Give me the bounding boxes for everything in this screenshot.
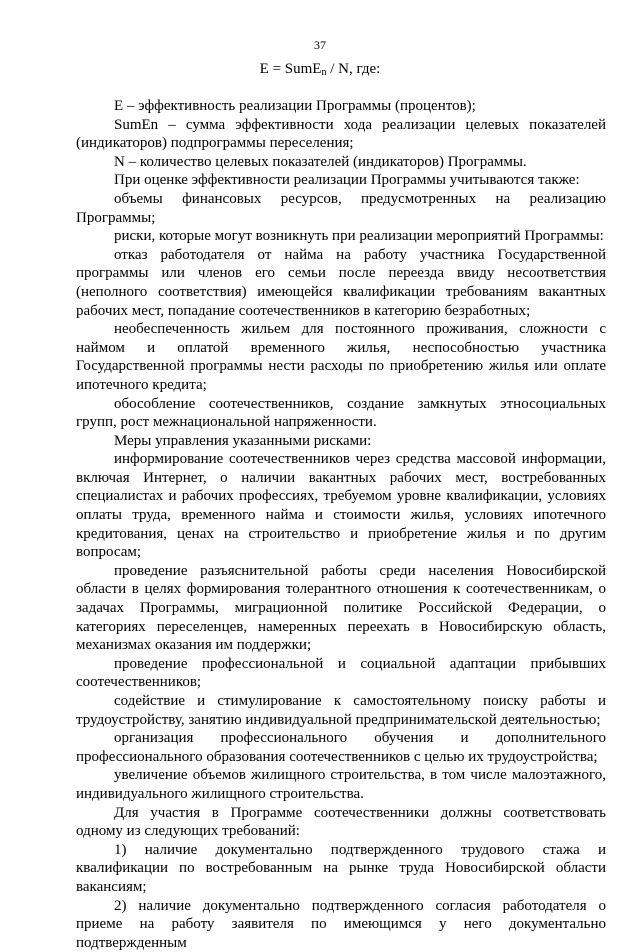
paragraph: E – эффективность реализации Программы (процентов); [114,98,476,114]
paragraph: проведение профессиональной и социальной адаптации прибывших соотечественников; [76,655,606,691]
paragraph: Для участия в Программе соотечественники должны соответствовать одному из следующих требований: [76,804,606,840]
formula-lhs: E = SumE [259,61,322,77]
paragraph: необеспеченность жильем для постоянного проживания, сложности с наймом и оплатой временного жилья, неспособностью участника Государственной программы нести расходы по приобретению жилья или оплате ипотечного кредита; [76,321,606,393]
paragraph: Меры управления указанными рисками: [114,432,372,449]
paragraph: риски, которые могут возникнуть при реализации мероприятий Программы: [114,228,604,245]
paragraph: информирование соотечественников через средства массовой информации, включая Интернет, о наличии вакантных рабочих мест, востребованных специалистах и рабочих профессиях, требуемом уровне квалификации, условиях оплаты труда, временного найма и стоимости жилья, условиях ипотечного кредитования, ценах на строительство и приобретение жилья и по другим вопросам; [76,451,606,561]
paragraph: проведение разъяснительной работы среди населения Новосибирской области в целях формирования толерантного отношения к соотечественникам, о задачах Программы, миграционной политике Российской Федерации, о категориях переселенцев, намеренных переехать в Новосибирскую область, механизмах оказания им поддержки; [76,562,606,654]
paragraph: При оценке эффективности реализации Программы учитываются также: [114,172,580,189]
paragraph: обособление соотечественников, создание замкнутых этносоциальных групп, рост межнациональной напряженности. [76,395,606,431]
paragraph: SumEn – сумма эффективности хода реализации целевых показателей (индикаторов) подпрограммы переселения; [76,116,606,152]
paragraph: увеличение объемов жилищного строительства, в том числе малоэтажного, индивидуального жилищного строительства. [76,767,606,802]
paragraph: организация профессионального обучения и дополнительного профессионального образования соотечественников с целью их трудоустройства; [76,730,606,765]
body-text [76,97,606,952]
formula-subscript: n [321,67,327,78]
paragraph: 1) наличие документально подтвержденного трудового стажа и квалификации по востребованным на рынке труда Новосибирской области вакансиям; [76,841,606,895]
formula-rhs: / N, где: [326,61,381,77]
page-number: 37 [314,38,326,52]
paragraph: 2) наличие документально подтвержденного согласия работодателя о приеме на работу заявителя по имеющимся у него документально подтвержденным [76,897,606,951]
efficiency-formula [0,60,640,78]
paragraph: отказ работодателя от найма на работу участника Государственной программы или членов его семьи после переезда ввиду несоответствия (неполного соответствия) имеющейся квалификации требованиям вакантных рабочих мест, попадание соотечественников в категорию безработных; [76,246,606,319]
paragraph: объемы финансовых ресурсов, предусмотренных на реализацию Программы; [76,190,606,226]
paragraph: содействие и стимулирование к самостоятельному поиску работы и трудоустройству, занятию индивидуальной предпринимательской деятельностью; [76,693,606,728]
paragraph: N – количество целевых показателей (индикаторов) Программы. [114,153,527,170]
